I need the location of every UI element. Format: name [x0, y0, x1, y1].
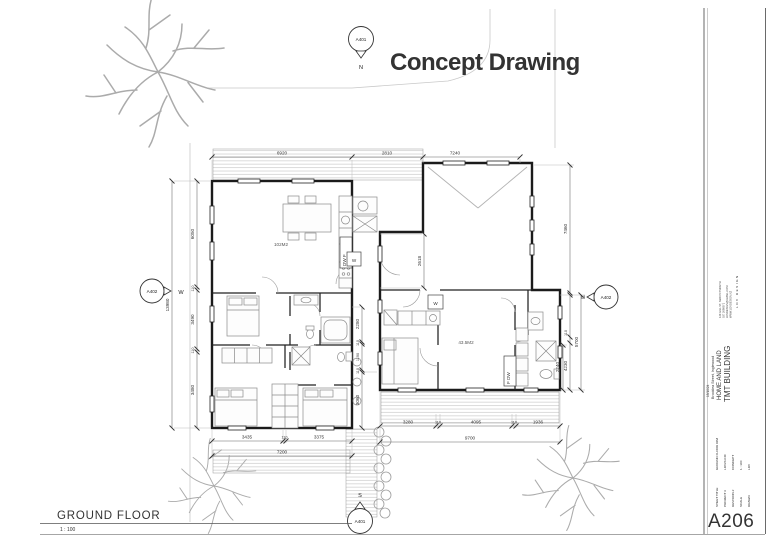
washer-label-left: W — [351, 258, 357, 263]
elevation-marker-west — [140, 279, 184, 303]
dim-mid-1: 2280 — [355, 318, 360, 330]
project-site: Brooklea Street, Inglewood — [711, 355, 715, 399]
dim-bl-1: 3435 — [241, 434, 253, 440]
dim-br-1: 3280 — [402, 419, 414, 425]
dim-left-total: 13980 — [165, 298, 170, 312]
view-title — [40, 510, 765, 535]
view-name: GROUND FLOOR — [57, 510, 161, 522]
marker-ref-left: A402 — [146, 289, 158, 294]
company-address: 129 GILL ST, NEW PLYMOUTH — [719, 281, 722, 318]
dim-mid-4: 110 — [356, 367, 360, 375]
page-title: Concept Drawing — [390, 49, 580, 76]
sheet-fields — [715, 438, 751, 507]
dim-right-upper: 7460 — [563, 223, 568, 235]
dim-left-2: 110 — [191, 285, 195, 292]
field-label-revision: REVISION # — [731, 489, 735, 507]
dim-mid-5: 3060 — [355, 394, 360, 406]
dim-br-2: 110 — [434, 420, 442, 425]
tree-icon — [86, 0, 224, 147]
area-label-right: 43.5M2 — [458, 340, 474, 345]
bed — [382, 338, 418, 384]
company-email: LDVDESIGN@GMAIL.COM — [726, 285, 729, 318]
dim-right-2: 110 — [564, 329, 568, 337]
dim-left-5: 3480 — [190, 384, 195, 396]
marker-ref-right: A402 — [600, 295, 612, 300]
project-name: TMT BUILDING — [723, 345, 732, 402]
tree-icon — [523, 426, 620, 531]
dim-top-1: 6920 — [276, 150, 288, 156]
elevation-marker-north — [349, 27, 374, 72]
dim-top-3: 7240 — [449, 150, 461, 156]
marker-ref-top: A401 — [355, 37, 367, 42]
field-value-revision: CONCEPT — [731, 454, 735, 470]
field-label-scale: SCALE — [739, 496, 743, 507]
dim-mid-interior: 2618 — [417, 255, 422, 267]
dim-mid-3: 1190 — [356, 352, 360, 362]
north-label: N — [358, 65, 364, 71]
west-label: W — [178, 290, 184, 296]
dim-left-3: 3490 — [190, 314, 195, 325]
field-value-scale: 1 : 100 — [739, 460, 743, 470]
project-subtitle: HOME AND LAND — [717, 350, 723, 400]
field-label-drawn: DRAWN — [747, 495, 751, 507]
bed — [227, 296, 259, 336]
dim-bl-total: 7200 — [276, 449, 288, 455]
fridge-dishwasher-label-right: F DW — [506, 372, 511, 384]
field-value-drawn: LDV — [747, 463, 751, 470]
dim-mid-2: 110 — [356, 339, 360, 347]
elevation-marker-east — [581, 285, 618, 309]
area-label-left: 102M2 — [273, 242, 289, 247]
company-phone: 027 2098071 — [722, 302, 726, 318]
closet-grid — [272, 384, 298, 428]
washer-label-right: W — [433, 301, 438, 306]
company-web: WWW.LDVDESIGN.NZ — [729, 290, 733, 318]
project-block — [706, 346, 732, 402]
dim-br-3: 4095 — [470, 419, 482, 425]
field-value-sheet-title: GROUND FLOOR DIM — [715, 438, 719, 470]
dim-left-1: 6050 — [190, 228, 195, 240]
south-label: S — [358, 493, 362, 499]
title-block — [704, 8, 766, 534]
dim-right-3: 4230 — [563, 360, 568, 372]
field-label-sheet-title: SHEET TITLE — [715, 487, 719, 507]
kitchen-right — [384, 310, 440, 325]
dim-br-5: 1936 — [532, 419, 544, 425]
wardrobe — [222, 348, 272, 363]
dim-br-total: 9700 — [464, 435, 476, 441]
dim-top-2: 2810 — [381, 150, 393, 156]
field-value-project-number: LDV24-040 — [723, 454, 727, 470]
left-dwelling — [212, 181, 352, 428]
bed — [303, 388, 347, 426]
dim-right-4: 2240 — [555, 361, 560, 373]
view-scale: 1 : 100 — [60, 527, 76, 533]
company-block — [718, 274, 739, 318]
dim-br-4: 110 — [510, 420, 518, 425]
bed — [215, 388, 257, 426]
field-label-project-number: PROJECT # — [723, 490, 727, 507]
marker-ref-bottom: A401 — [354, 519, 366, 524]
dim-right-1: 5700 — [574, 336, 579, 348]
dim-bl-3: 3375 — [313, 434, 325, 440]
dim-left-4: 110 — [191, 347, 195, 354]
sheet-number: A206 — [708, 511, 755, 532]
east-label: E — [581, 295, 587, 299]
project-date: 15/10/24 — [706, 384, 710, 397]
dim-bl-2: 110 — [281, 435, 288, 440]
dishwasher-fridge-label-left: DW F — [342, 254, 347, 266]
company-name: LDV DESIGN — [735, 274, 739, 308]
